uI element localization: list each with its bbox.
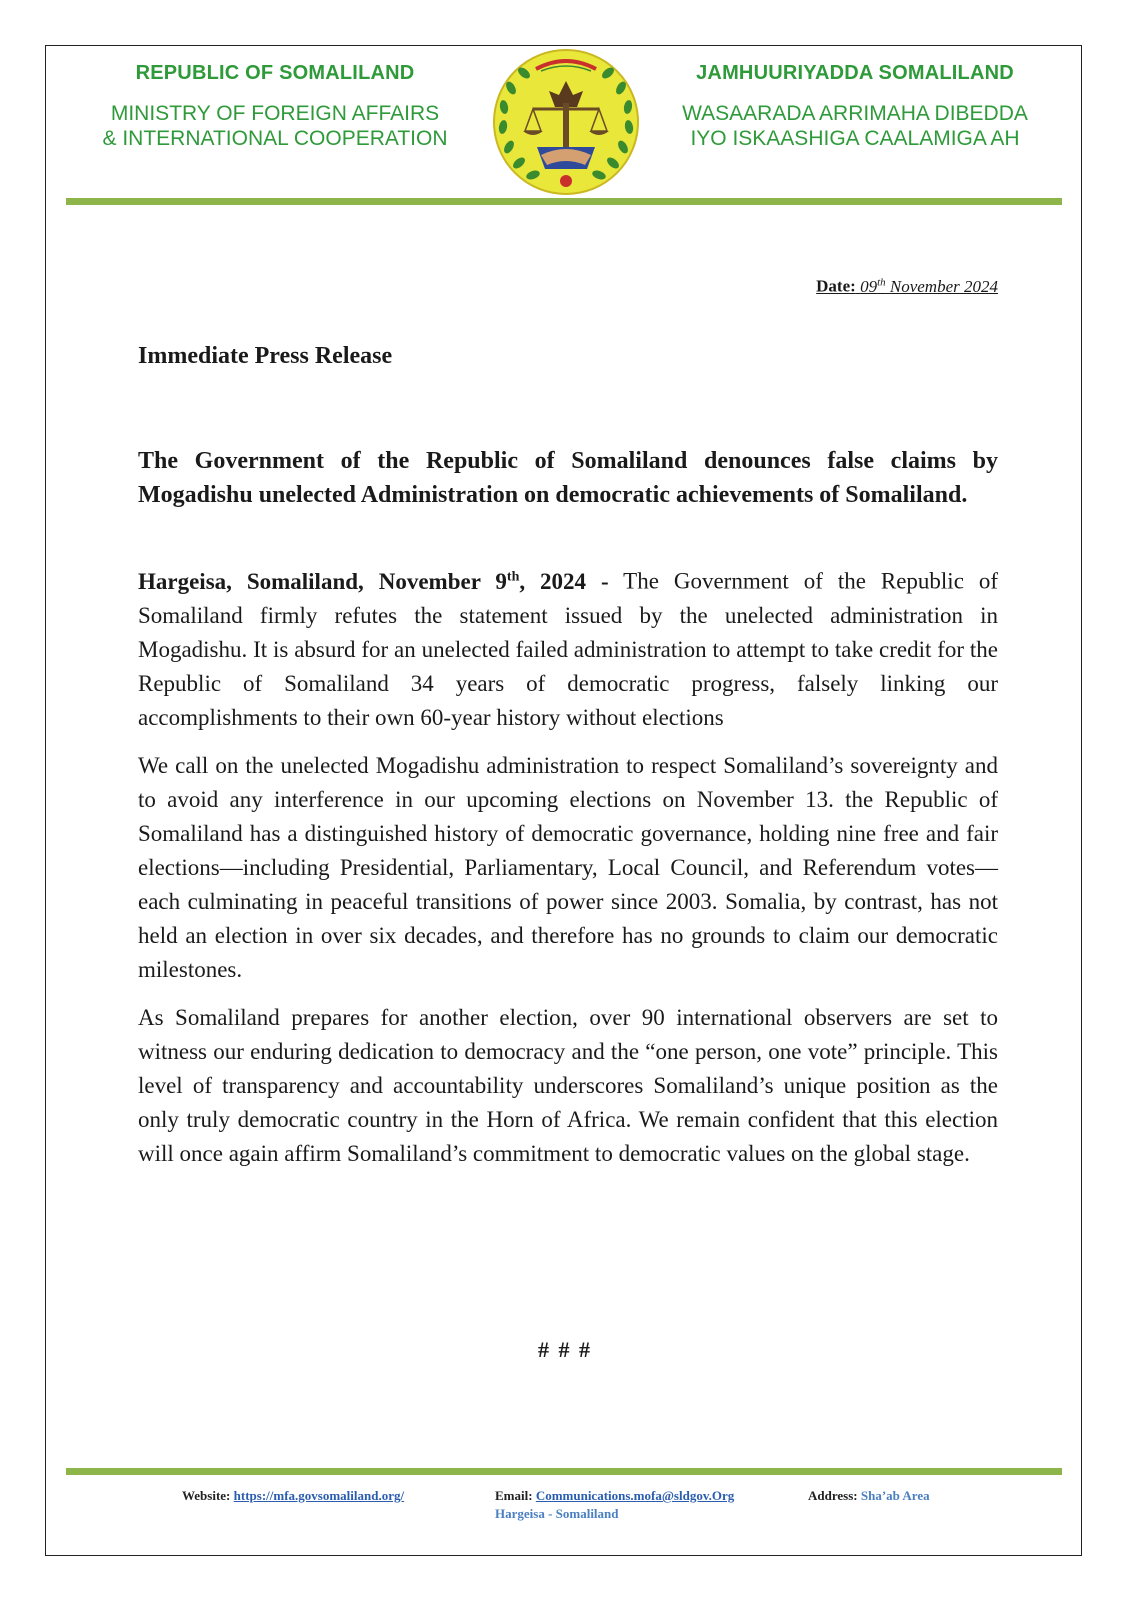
footer-website-label: Website: <box>182 1488 231 1503</box>
footer-divider <box>66 1468 1062 1475</box>
footer-email <box>495 1488 734 1522</box>
release-date <box>816 276 998 297</box>
footer-city: Hargeisa - Somaliland <box>495 1506 619 1521</box>
body-paragraph-1-text: The Government of the Republic of Somaliland firmly refutes the statement issued by the unelected administration in Mogadishu. It is absurd for an unelected failed administration to attempt to take credit for the Republic of Somaliland 34 years of democratic progress, falsely linking our accomplishments to their own 60-year history without elections <box>138 568 998 730</box>
press-release-headline: The Government of the Republic of Somaliland denounces false claims by Mogadishu unelected Administration on democratic achievements of Somaliland. <box>138 448 998 508</box>
footer-website <box>182 1488 404 1504</box>
date-label: Date: <box>816 276 856 296</box>
dateline-suffix: th <box>506 569 520 584</box>
header-right-block <box>660 62 1050 151</box>
dateline <box>138 569 609 594</box>
release-type-label: Immediate Press Release <box>138 343 393 369</box>
header-right-subtitle <box>660 101 1050 151</box>
header-divider <box>66 198 1062 205</box>
footer-website-link[interactable]: https://mfa.govsomaliland.org/ <box>233 1488 405 1503</box>
footer-address <box>808 1488 930 1504</box>
footer-email-label: Email: <box>495 1488 533 1503</box>
header-right-subtitle-line-2: IYO ISKAASHIGA CAALAMIGA AH <box>690 127 1020 150</box>
date-value <box>860 277 998 296</box>
dateline-part-a: Hargeisa, Somaliland, November 9 <box>138 568 507 594</box>
national-emblem-seal <box>491 47 641 197</box>
date-month-year: November 2024 <box>889 276 998 296</box>
dateline-part-b: , 2024 - <box>519 568 609 594</box>
header-right-subtitle-line-1: WASAARADA ARRIMAHA DIBEDDA <box>682 102 1028 125</box>
body-paragraph-3: As Somaliland prepares for another election, over 90 international observers are set to witness our enduring dedication to democracy and the “one person, one vote” principle. This level of transparency and accountability underscores Somaliland’s unique position as the only truly democratic country in the Horn of Africa. We remain confident that this election will once again affirm Somaliland’s commitment to democratic values on the global stage. <box>138 1004 998 1166</box>
date-day: 09 <box>860 276 878 296</box>
body-paragraph-2: We call on the unelected Mogadishu administration to respect Somaliland’s sovereignty and to avoid any interference in our upcoming elections on November 13. the Republic of Somaliland has a distinguished history of democratic governance, holding nine free and fair elections—including Presidential, Parliamentary, Local Council, and Referendum votes—each culminating in peaceful transitions of power since 2003. Somalia, by contrast, has not held an election in over six decades, and therefore has no grounds to claim our democratic milestones. <box>138 752 998 982</box>
date-day-suffix: th <box>877 276 886 288</box>
footer-address-value: Sha’ab Area <box>860 1488 930 1503</box>
body-paragraph-1 <box>138 560 998 735</box>
press-release-body <box>138 560 998 1185</box>
end-of-release-mark: # # # <box>538 1337 592 1362</box>
header-left-subtitle <box>80 101 470 151</box>
header-left-subtitle-line-2: & INTERNATIONAL COOPERATION <box>102 127 448 150</box>
header-right-title: JAMHUURIYADDA SOMALILAND <box>696 62 1014 84</box>
footer-email-link[interactable]: Communications.mofa@sldgov.Org <box>535 1488 735 1503</box>
header-left-title: REPUBLIC OF SOMALILAND <box>135 62 415 84</box>
footer-address-label: Address: <box>808 1488 858 1503</box>
header-left-subtitle-line-1: MINISTRY OF FOREIGN AFFAIRS <box>110 102 440 125</box>
header-left-block <box>80 62 470 151</box>
